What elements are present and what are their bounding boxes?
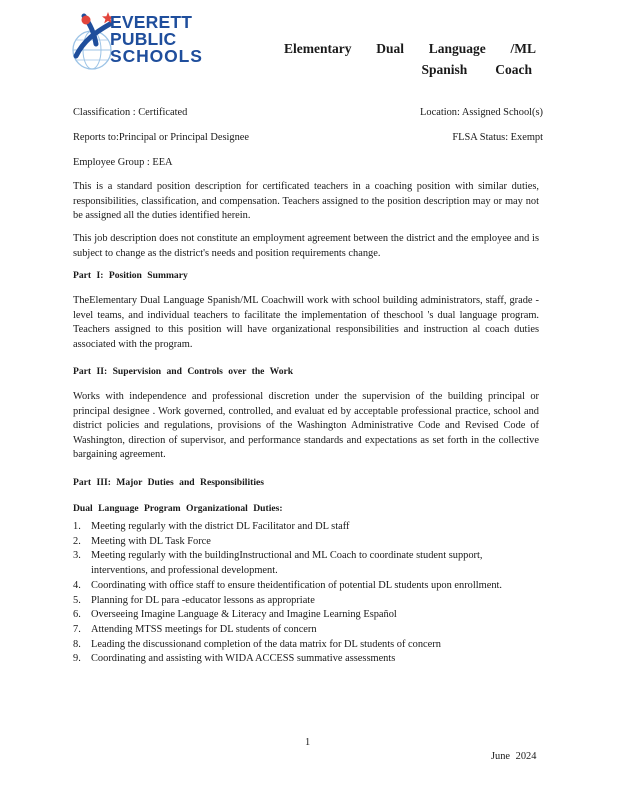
title-word: Elementary bbox=[284, 41, 352, 56]
intro-paragraph-2: This job description does not constitute an employment agreement between the district and the employee and is subject to change as the district's needs and position requirements change. bbox=[73, 233, 539, 259]
item-number: 5. bbox=[73, 594, 81, 606]
item-text: Meeting with DL Task Force bbox=[91, 535, 211, 547]
list-item bbox=[73, 623, 539, 638]
item-number: 1. bbox=[73, 521, 81, 532]
meta-row-1 bbox=[73, 107, 543, 118]
duties-subheading: Dual Language Program Organizational Duties: bbox=[73, 503, 283, 514]
location: Location: Assigned School(s) bbox=[420, 107, 543, 118]
globe-figure-icon bbox=[70, 10, 114, 74]
list-item bbox=[73, 638, 539, 653]
page-number: 1 bbox=[305, 737, 311, 748]
classification: Classification : Certificated bbox=[73, 107, 188, 118]
list-item bbox=[73, 535, 539, 550]
item-text: Attending MTSS meetings for DL students of concern bbox=[91, 623, 317, 635]
title-word: /ML bbox=[510, 41, 536, 56]
title-word: Dual bbox=[376, 41, 404, 56]
item-text: Meeting regularly with the district DL Facilitator and DL staff bbox=[91, 521, 350, 532]
item-number: 3. bbox=[73, 550, 81, 562]
district-logo bbox=[70, 10, 240, 80]
employee-group: Employee Group : EEA bbox=[73, 157, 173, 168]
part-1-heading: Part I: Position Summary bbox=[73, 270, 188, 281]
item-text: Coordinating with office staff to ensure theidentification of potential DL students upon enrollment. bbox=[91, 579, 503, 591]
list-item bbox=[73, 579, 539, 594]
list-item bbox=[73, 520, 539, 535]
logo-line-3: SCHOOLS bbox=[110, 46, 203, 66]
item-number: 2. bbox=[73, 535, 81, 547]
intro-paragraph-1: This is a standard position description for certificated teachers in a coaching position with similar duties, responsibilities, classification, and compensation. Teachers assigned to the position description may or may not be assigned all the duties identified herein. bbox=[73, 181, 539, 221]
item-text: Overseeing Imagine Language & Literacy and Imagine Learning Español bbox=[91, 609, 397, 621]
list-item bbox=[73, 549, 539, 578]
flsa-status: FLSA Status: Exempt bbox=[452, 132, 543, 143]
item-text: Planning for DL para -educator lessons as appropriate bbox=[91, 594, 315, 606]
item-number: 8. bbox=[73, 638, 81, 650]
meta-row-2 bbox=[73, 132, 543, 143]
item-number: 7. bbox=[73, 623, 81, 635]
item-text: Leading the discussionand completion of the data matrix for DL students of concern bbox=[91, 638, 441, 650]
list-item bbox=[73, 652, 539, 667]
item-number: 4. bbox=[73, 579, 81, 591]
duties-list bbox=[73, 520, 539, 667]
item-text: Meeting regularly with the buildingInstructional and ML Coach to coordinate student support, interventions, and professional development. bbox=[91, 550, 483, 577]
item-number: 9. bbox=[73, 653, 81, 665]
list-item bbox=[73, 594, 539, 609]
part-1-text: TheElementary Dual Language Spanish/ML Coachwill work with school building administrators, staff, grade -level teams, and individual teachers to facilitate the implementation of theschool 's dual language program. Teachers assigned to this position will have organizational responsibilities and instruction al coach duties associated with the program. bbox=[73, 295, 539, 350]
logo-line-2: PUBLIC bbox=[110, 29, 177, 49]
part-2-text: Works with independence and professional discretion under the supervision of the building principal or principal designee . Work governed, controlled, and evaluat ed by acceptable professional practice, school and district policies and regulations, provisions of the Washington Administrative Code and Revised Code of Washington, direction of supervisor, and performance standards and expectations as set forth in the collective bargaining agreement. bbox=[73, 391, 539, 460]
part-3-heading: Part III: Major Duties and Responsibilities bbox=[73, 477, 264, 488]
title-word: Spanish bbox=[421, 62, 468, 77]
district-name bbox=[110, 14, 203, 65]
job-title bbox=[284, 38, 544, 80]
list-item bbox=[73, 608, 539, 623]
part-2-heading: Part II: Supervision and Controls over the Work bbox=[73, 366, 294, 377]
item-number: 6. bbox=[73, 609, 81, 621]
title-word: Language bbox=[428, 41, 486, 56]
title-word: Coach bbox=[495, 62, 532, 77]
reports-to: Reports to:Principal or Principal Designee bbox=[73, 132, 250, 143]
logo-line-1: EVERETT bbox=[110, 12, 193, 32]
revision-date: June 2024 bbox=[491, 751, 537, 762]
item-text: Coordinating and assisting with WIDA ACCESS summative assessments bbox=[91, 653, 396, 665]
